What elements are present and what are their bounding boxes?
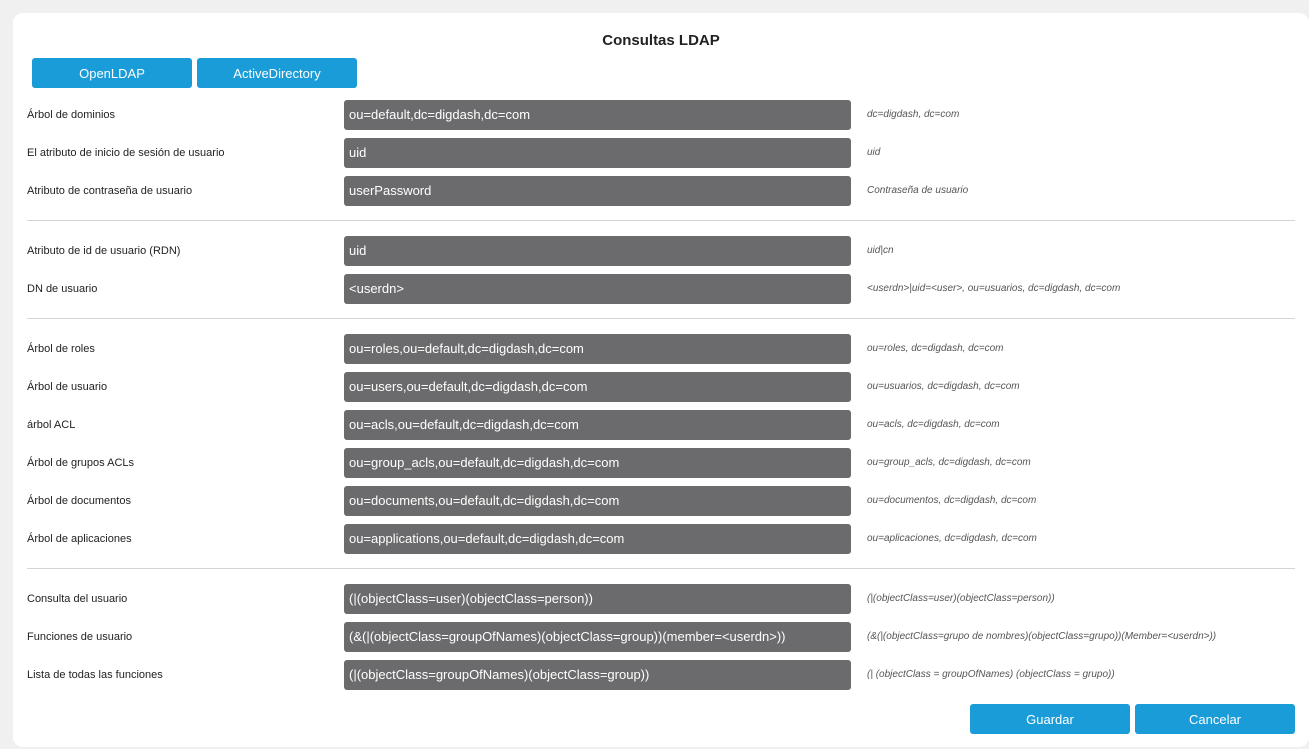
row-user-tree: [13, 372, 1309, 402]
user-tree-input[interactable]: [344, 372, 851, 402]
row-acl-tree: [13, 410, 1309, 440]
login-attribute-input[interactable]: [344, 138, 851, 168]
row-user-id-attribute: [13, 236, 1309, 266]
domain-tree-hint: dc=digdash, dc=com: [867, 109, 960, 120]
user-roles-hint: (&(|(objectClass=grupo de nombres)(objectClass=grupo))(Member=<userdn>)): [867, 631, 1217, 642]
user-dn-label: DN de usuario: [27, 283, 98, 295]
tab-activedirectory[interactable]: ActiveDirectory: [197, 58, 357, 88]
section-divider: [27, 318, 1295, 319]
all-roles-label: Lista de todas las funciones: [27, 669, 163, 681]
documents-tree-hint: ou=documentos, dc=digdash, dc=com: [867, 495, 1037, 506]
user-tree-label: Árbol de usuario: [27, 381, 108, 393]
user-dn-input[interactable]: [344, 274, 851, 304]
user-roles-label: Funciones de usuario: [27, 631, 133, 643]
section-divider: [27, 568, 1295, 569]
user-id-attribute-hint: uid|cn: [867, 245, 894, 256]
acl-groups-tree-hint: ou=group_acls, dc=digdash, dc=com: [867, 457, 1031, 468]
row-user-query: [13, 584, 1309, 614]
row-roles-tree: [13, 334, 1309, 364]
all-roles-hint: (| (objectClass = groupOfNames) (objectClass = grupo)): [867, 669, 1115, 680]
user-query-label: Consulta del usuario: [27, 593, 128, 605]
cancel-button[interactable]: Cancelar: [1135, 704, 1295, 734]
row-documents-tree: [13, 486, 1309, 516]
row-domain-tree: [13, 100, 1309, 130]
login-attribute-hint: uid: [867, 147, 881, 158]
documents-tree-input[interactable]: [344, 486, 851, 516]
user-roles-input[interactable]: [344, 622, 851, 652]
row-password-attribute: [13, 176, 1309, 206]
login-attribute-label: El atributo de inicio de sesión de usuario: [27, 147, 225, 159]
dialog-title: Consultas LDAP: [602, 32, 720, 49]
row-user-dn: [13, 274, 1309, 304]
user-tree-hint: ou=usuarios, dc=digdash, dc=com: [867, 381, 1020, 392]
domain-tree-label: Árbol de dominios: [27, 109, 116, 121]
row-login-attribute: [13, 138, 1309, 168]
tab-openldap[interactable]: OpenLDAP: [32, 58, 192, 88]
password-attribute-label: Atributo de contraseña de usuario: [27, 185, 193, 197]
password-attribute-input[interactable]: [344, 176, 851, 206]
user-query-input[interactable]: [344, 584, 851, 614]
ldap-queries-dialog: [13, 13, 1309, 747]
all-roles-input[interactable]: [344, 660, 851, 690]
domain-tree-input[interactable]: [344, 100, 851, 130]
user-query-hint: (|(objectClass=user)(objectClass=person)): [867, 593, 1055, 604]
roles-tree-input[interactable]: [344, 334, 851, 364]
acl-tree-hint: ou=acls, dc=digdash, dc=com: [867, 419, 1000, 430]
applications-tree-hint: ou=aplicaciones, dc=digdash, dc=com: [867, 533, 1037, 544]
acl-tree-label: árbol ACL: [27, 419, 76, 431]
row-all-roles: [13, 660, 1309, 690]
roles-tree-label: Árbol de roles: [27, 343, 95, 355]
user-dn-hint: <userdn>|uid=<user>, ou=usuarios, dc=digdash, dc=com: [867, 283, 1121, 294]
row-applications-tree: [13, 524, 1309, 554]
applications-tree-input[interactable]: [344, 524, 851, 554]
save-button[interactable]: Guardar: [970, 704, 1130, 734]
roles-tree-hint: ou=roles, dc=digdash, dc=com: [867, 343, 1004, 354]
acl-groups-tree-input[interactable]: [344, 448, 851, 478]
applications-tree-label: Árbol de aplicaciones: [27, 533, 132, 545]
row-acl-groups-tree: [13, 448, 1309, 478]
acl-groups-tree-label: Árbol de grupos ACLs: [27, 457, 135, 469]
section-divider: [27, 220, 1295, 221]
acl-tree-input[interactable]: [344, 410, 851, 440]
user-id-attribute-input[interactable]: [344, 236, 851, 266]
row-user-roles: [13, 622, 1309, 652]
password-attribute-hint: Contraseña de usuario: [867, 185, 969, 196]
user-id-attribute-label: Atributo de id de usuario (RDN): [27, 245, 181, 257]
documents-tree-label: Árbol de documentos: [27, 495, 131, 507]
